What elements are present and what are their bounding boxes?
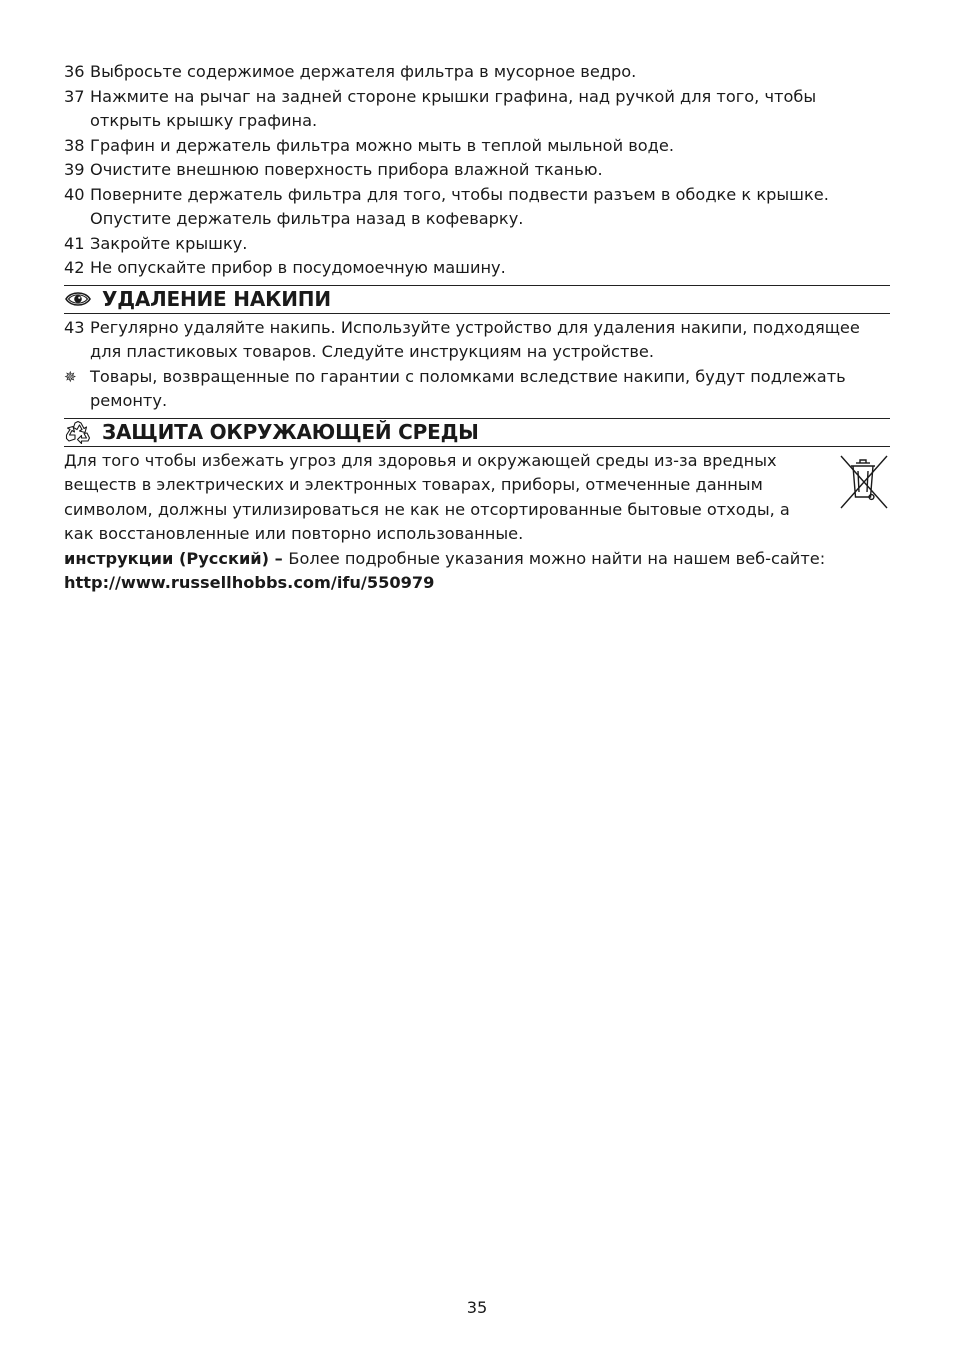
step-text: Регулярно удаляйте накипь. Используйте устройство для удаления накипи, подходящее для пластиковых товаров. Следуйте инструкциям на устройстве. bbox=[90, 317, 860, 361]
step-text: Очистите внешнюю поверхность прибора влажной тканью. bbox=[90, 160, 603, 179]
step-number: 36 bbox=[64, 62, 85, 81]
step-36 bbox=[64, 60, 890, 85]
page-content bbox=[64, 60, 890, 596]
step-37 bbox=[64, 85, 890, 134]
step-text: Нажмите на рычаг на задней стороне крышки графина, над ручкой для того, чтобы открыть крышку графина. bbox=[90, 86, 817, 130]
section-title: УДАЛЕНИЕ НАКИПИ bbox=[102, 286, 331, 311]
website-link[interactable]: http://www.russellhobbs.com/ifu/550979 bbox=[64, 573, 435, 592]
page-number: 35 bbox=[466, 1298, 488, 1317]
step-39 bbox=[64, 158, 890, 183]
instructions-dash: – bbox=[269, 548, 289, 568]
eye-icon bbox=[64, 287, 92, 311]
step-number: 40 bbox=[64, 184, 85, 204]
step-number: 43 bbox=[64, 317, 85, 337]
step-41 bbox=[64, 232, 890, 257]
step-text: Закройте крышку. bbox=[90, 233, 248, 253]
step-42 bbox=[64, 256, 890, 281]
crossed-bin-icon bbox=[836, 449, 890, 509]
step-text: Не опускайте прибор в посудомоечную машину. bbox=[90, 258, 506, 277]
website-line bbox=[64, 571, 890, 596]
environment-section-header bbox=[64, 418, 890, 447]
instructions-text: Более подробные указания можно найти на нашем веб-сайте: bbox=[288, 548, 826, 568]
step-text: Поверните держатель фильтра для того, чтобы подвести разъем в ободке к крышке. Опустите держатель фильтра назад в кофеварку. bbox=[90, 184, 829, 228]
step-number: 37 bbox=[64, 86, 85, 106]
step-38 bbox=[64, 134, 890, 159]
step-text: Выбросьте содержимое держателя фильтра в мусорное ведро. bbox=[90, 62, 637, 81]
step-43 bbox=[64, 316, 890, 365]
star-icon: ✵ bbox=[64, 367, 77, 386]
instructions-line bbox=[64, 547, 890, 572]
warning-note bbox=[64, 365, 890, 414]
step-text: Графин и держатель фильтра можно мыть в теплой мыльной воде. bbox=[90, 135, 674, 155]
warning-text: Товары, возвращенные по гарантии с поломками вследствие накипи, будут подлежать ремонту. bbox=[90, 366, 846, 410]
section-title: ЗАЩИТА ОКРУЖАЮЩЕЙ СРЕДЫ bbox=[102, 419, 479, 444]
instructions-label: инструкции (Русский) bbox=[64, 548, 270, 568]
descaling-section-header bbox=[64, 285, 890, 314]
environment-paragraph-block bbox=[64, 449, 890, 547]
step-40 bbox=[64, 183, 890, 232]
recycle-icon bbox=[64, 420, 92, 444]
environment-text: Для того чтобы избежать угроз для здоровья и окружающей среды из-за вредных веществ в электрических и электронных товарах, приборы, отмеченные данным символом, должны утилизироваться не как не отсортированные бытовые отходы, а как восстановленные или повторно использованные. bbox=[64, 450, 790, 543]
step-number: 41 bbox=[64, 233, 85, 253]
step-number: 39 bbox=[64, 160, 85, 179]
step-number: 42 bbox=[64, 258, 85, 277]
step-number: 38 bbox=[64, 135, 85, 155]
